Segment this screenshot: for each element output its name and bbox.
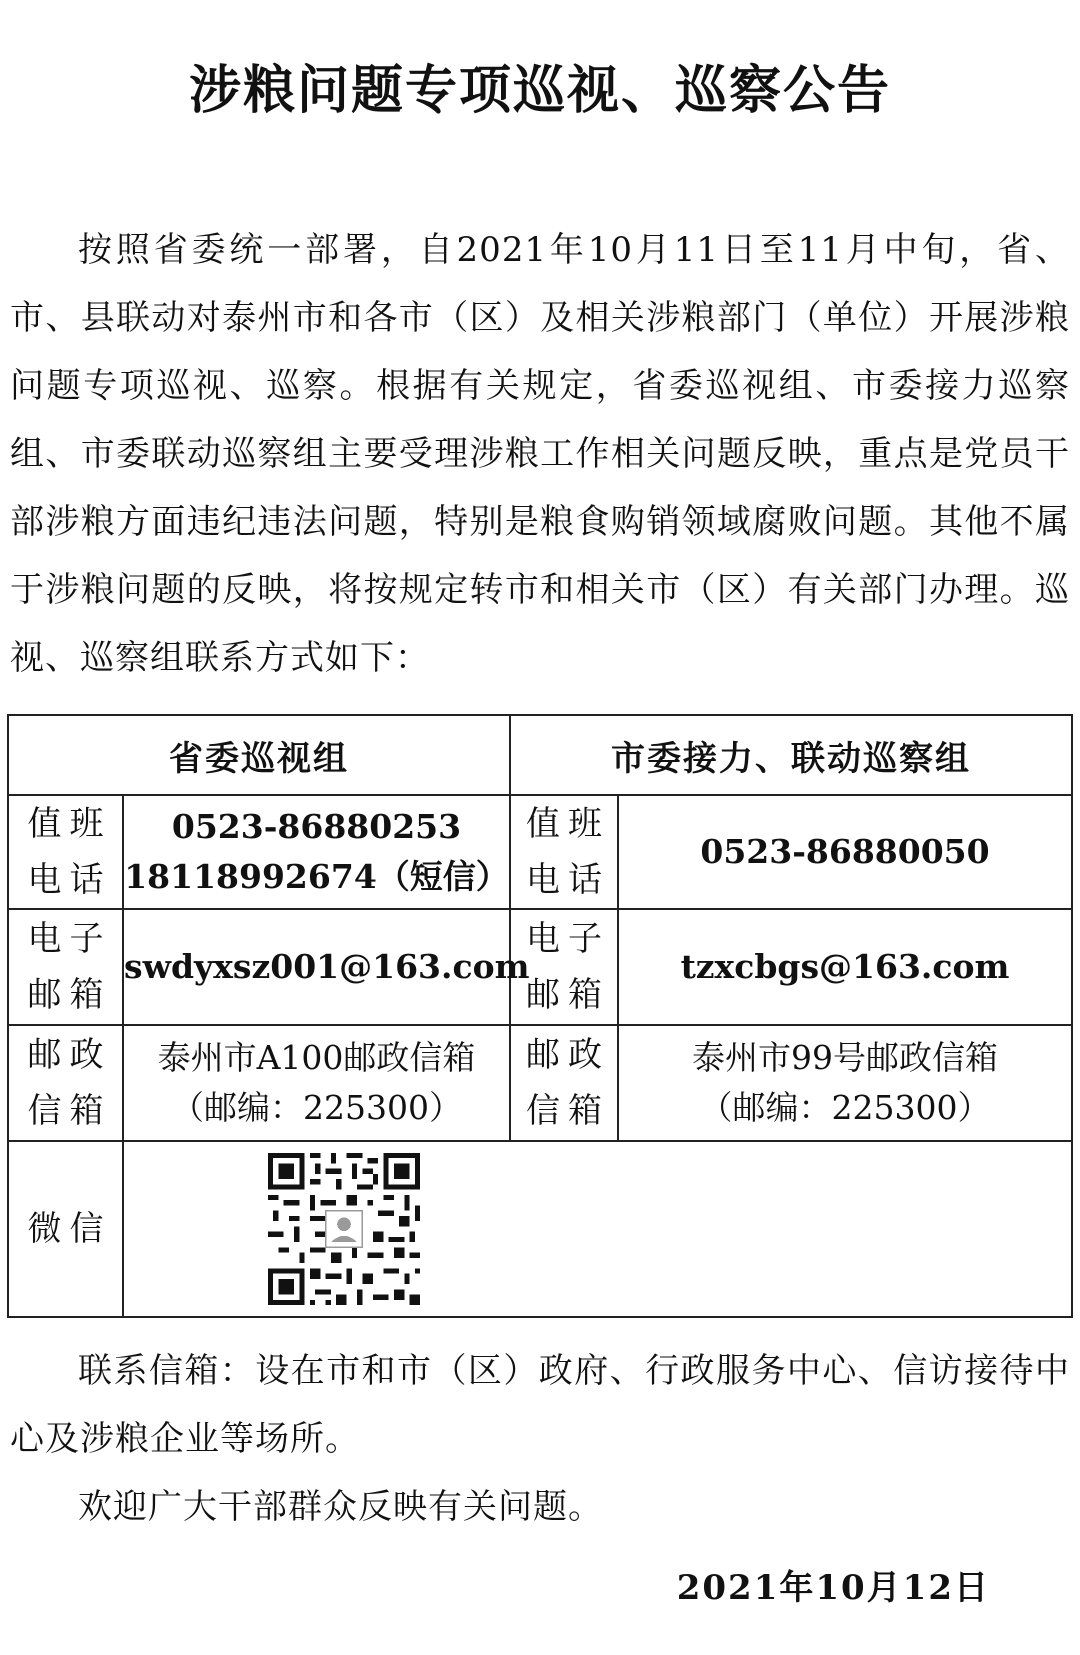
city-postal-box: 泰州市99号邮政信箱 [692,1038,998,1077]
provincial-phone: 0523-86880253 [171,807,462,846]
provincial-postal-box: 泰州市A100邮政信箱 [157,1038,476,1077]
city-postcode: （邮编：225300） [699,1088,991,1127]
wechat-cell [123,1141,1072,1317]
row-label-email: 电子邮箱 [510,909,618,1025]
city-phone-cell [618,795,1072,909]
intro-paragraph: 按照省委统一部署，自2021年10月11日至11月中旬，省、市、县联动对泰州市和各市（区）及相关涉粮部门（单位）开展涉粮问题专项巡视、巡察。根据有关规定，省委巡视组、市委接力巡察组、市委联动巡察组主要受理涉粮工作相关问题反映，重点是党员干部涉粮方面违纪违法问题，特别是粮食购销领域腐败问题。其他不属于涉粮问题的反映，将按规定转市和相关市（区）有关部门办理。巡视、巡察组联系方式如下： [10,230,1070,678]
city-phone: 0523-86880050 [700,832,990,871]
contact-box-paragraph: 联系信箱：设在市和市（区）政府、行政服务中心、信访接待中心及涉粮企业等场所。 [10,1351,1070,1459]
welcome-paragraph: 欢迎广大干部群众反映有关问题。 [78,1487,603,1527]
table-header-row [8,715,1072,795]
issue-date: 2021年10月12日 [676,1568,990,1608]
page-title: 涉粮问题专项巡视、巡察公告 [188,60,891,121]
city-postal-cell [618,1025,1072,1141]
header-city-inspection: 市委接力、联动巡察组 [510,715,1072,795]
table-row [8,1025,1072,1141]
row-label-email: 电子邮箱 [8,909,123,1025]
table-row [8,795,1072,909]
row-label-postal-box: 邮政信箱 [510,1025,618,1141]
provincial-phone-cell [123,795,510,909]
qr-code-icon[interactable] [268,1153,420,1305]
row-label-wechat: 微信 [8,1141,123,1317]
contact-table [7,714,1073,1318]
provincial-postcode: （邮编：225300） [171,1088,462,1127]
provincial-email: swdyxsz001@163.com [124,947,530,986]
row-label-postal-box: 邮政信箱 [8,1025,123,1141]
city-email: tzxcbgs@163.com [680,947,1010,986]
table-row [8,1141,1072,1317]
row-label-duty-phone: 值班电话 [510,795,618,909]
provincial-sms: 18118992674（短信） [124,857,509,896]
provincial-email-cell [123,909,530,1025]
header-provincial-inspection: 省委巡视组 [8,715,510,795]
city-email-cell [618,909,1072,1025]
table-row [8,909,1072,1025]
provincial-postal-cell [123,1025,510,1141]
row-label-duty-phone: 值班电话 [8,795,123,909]
